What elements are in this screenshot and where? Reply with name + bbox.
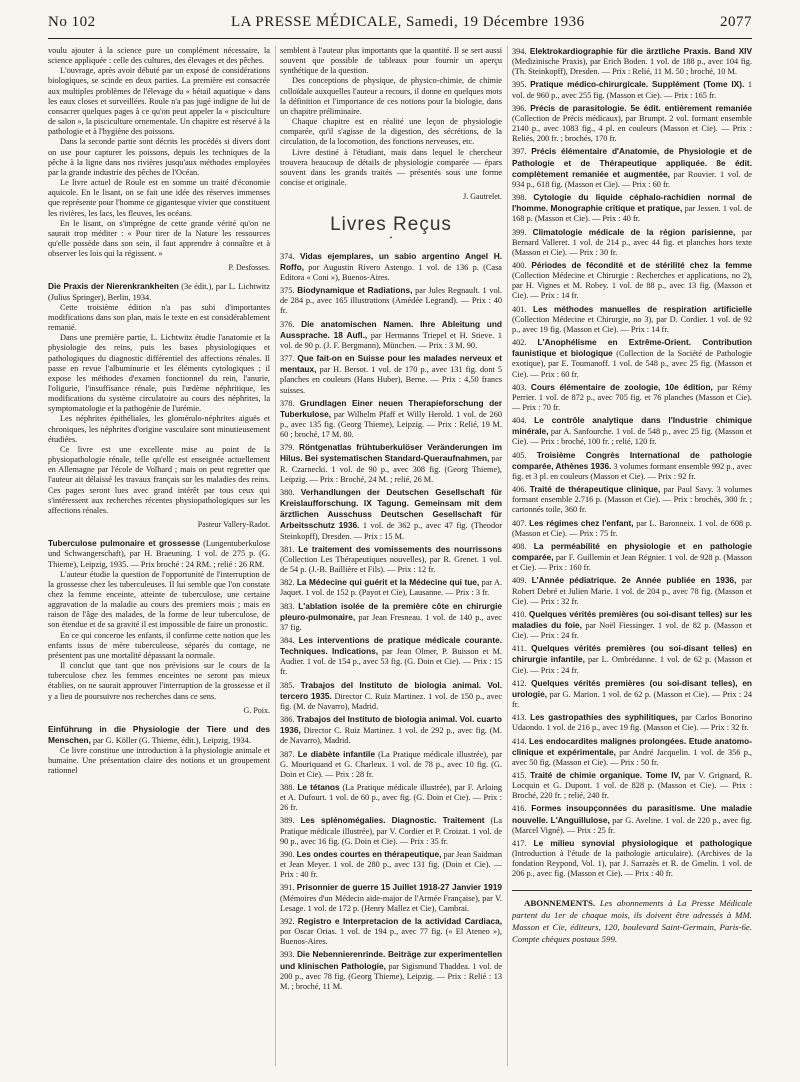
- book-details: par Robert Debré et Julien Marie. 1 vol. de 204 p., avec 78 fig. (Masson et Cie). — Prix : 32 fr.: [512, 576, 752, 606]
- paragraph: En le lisant, on s'imprègne de cette grande vérité qu'on ne saurait trop méditer : « Pour tirer de la Nature les ressources qu'elle possède dans son sein, il faut apprendre à connaître et à observer les lois qui la régissent. »: [48, 218, 270, 259]
- ornament-dot-icon: •: [389, 233, 393, 242]
- review-heading: [48, 724, 270, 746]
- book-title: Elektrokardiographie für die ärztliche Praxis. Band XIV: [529, 46, 752, 56]
- book-title: L'Année pédiatrique. 2e Année publiée en 1936,: [531, 575, 737, 586]
- book-title: Les ondes courtes en thérapeutique,: [296, 848, 442, 859]
- book-title: Biodynamique et Radiations,: [297, 285, 413, 296]
- paragraph: Ce livre est une excellente mise au point de la physiopathologie rénale, telle qu'elle est enseignée actuellement en Allemagne par l'école de Volhard ; mais on peut regretter que l'auteur ait délaissé les travaux français sur les maladies des reins. Ces pages seront lues avec grand intérêt par tous ceux qui s'intéressent aux recherches récentes physiopathologiques sur les affections rénales.: [48, 444, 270, 515]
- book-entry: [280, 285, 502, 316]
- book-entry: [280, 601, 502, 633]
- book-entry: [280, 815, 502, 846]
- section-divider: [512, 890, 752, 891]
- review-meta: (3e édit.), par L. Lichtwitz (Julius Springer), Berlin, 1934.: [48, 282, 270, 302]
- book-entry: [280, 849, 502, 880]
- book-entry: [280, 251, 502, 283]
- book-number: 410.: [512, 609, 527, 619]
- book-number: 387.: [280, 749, 295, 759]
- book-title: L'Anophélisme en Extrême-Orient. Contribution faunistique et biologique: [512, 337, 752, 359]
- signature: G. Poix.: [243, 705, 270, 715]
- book-entry: [280, 398, 502, 441]
- book-entry: [512, 146, 752, 190]
- header-rule: [48, 38, 752, 39]
- book-title: Registro e Interpretacion de la actividad Cardiaca,: [297, 915, 502, 926]
- book-entry: [512, 260, 752, 302]
- paragraph: Dans la seconde partie sont décrits les procédés si divers dont on use pour capturer les poissons, depuis les techniques de la pêche à la ligne dans nos rivières jusqu'aux méthodes employées par la grande industrie des pêches de l'Océan.: [48, 137, 270, 177]
- signature: J. Gautrelet.: [463, 192, 502, 202]
- book-entry: [280, 916, 502, 947]
- book-details: (Medizinische Praxis), par Erich Boden. 1 vol. de 188 p., avec 104 fig. (Th. Steinkopff), Dresden. — Prix : Relié, 11 M. 50 ; broché, 10 M.: [512, 57, 752, 77]
- column-divider-1: [275, 46, 276, 1066]
- book-details: par André Jacquelin. 1 vol. de 356 p., avec 50 fig. (Masson et Cie). — Prix : 50 fr.: [512, 747, 752, 767]
- book-entry: [512, 484, 752, 515]
- paragraph: voulu ajouter à la science pure un complément nécessaire, la science appliquée : celle des cultures, des élevages et des pêches.: [48, 46, 270, 66]
- book-number: 391.: [280, 883, 295, 893]
- book-title: Trabajos del Instituto de biologia animal. Vol. tercero 1935.: [280, 679, 502, 701]
- book-entry: [280, 544, 502, 575]
- book-title: Quelques vérités premières (ou soi-disant telles) en chirurgie infantile,: [512, 643, 752, 665]
- book-title: Le contrôle analytique dans l'Industrie chimique minérale,: [512, 415, 752, 437]
- book-number: 411.: [512, 644, 527, 654]
- book-entry: [512, 79, 752, 100]
- book-title: Grundlagen Einer neuen Therapieforschung der Tuberkulose,: [280, 397, 502, 419]
- book-entry: [280, 949, 502, 992]
- book-number: 409.: [512, 576, 527, 586]
- book-details: par F. Guillemin et Jean Régnier. 1 vol. de 928 p. (Masson et Cie). — Prix : 160 fr.: [512, 553, 752, 573]
- book-title: Climatologie médicale de la région parisienne,: [532, 226, 736, 237]
- paragraph: Il conclut que tant que nos prévisions sur le cours de la tuberculose chez les femmes enceintes ne seront pas mieux établies, on ne saurait approuver l'interruption de la grossesse et il y a lieu de poursuivre nos recherches dans ce sens.: [48, 661, 270, 701]
- book-number: 394.: [512, 47, 527, 56]
- paragraph: L'auteur étudie la question de l'opportunité de l'interruption de la grossesse chez les tuberculeuses. Il lui semble que l'on constate chez la femme enceinte, atteinte de tuberculose, une certaine aggravation de la maladie au cours des premiers mois ; mais en raison de l'âge des malades, de la forme de leur tuberculose, de son étendue et de sa gravité il est impossible de faire un pronostic.: [48, 569, 270, 630]
- book-title: Que fait-on en Suisse pour les malades nerveux et mentaux,: [280, 353, 502, 375]
- book-details: par Rouvier. 1 vol. de 934 p., 618 fig. (Masson et Cie). — Prix : 60 fr.: [512, 169, 752, 189]
- review-heading: [48, 281, 270, 302]
- book-number: 403.: [512, 382, 527, 392]
- book-number: 383.: [280, 601, 295, 611]
- book-entry: [512, 541, 752, 573]
- book-number: 406.: [512, 485, 527, 495]
- book-entry: [280, 782, 502, 813]
- book-number: 417.: [512, 838, 527, 848]
- book-details: par Carlos Bonorino Udaondo. 1 vol. de 216 p., avec 19 fig. (Masson et Cie). — Prix : 32 fr.: [512, 713, 752, 733]
- book-title: Vidas ejemplares, un sabio argentino Angel H. Roffo,: [280, 250, 502, 272]
- book-title: Röntgenatlas frühtuberkulöser Veränderungen im Hilus. Bei systematischen Standard-Queraufnahmen,: [280, 442, 502, 464]
- book-details: par L. Baronneix. 1 vol. de 608 p. (Masson et Cie). — Prix : 75 fr.: [512, 518, 752, 538]
- book-entry: [280, 882, 502, 913]
- paragraph: Livre destiné à l'étudiant, mais dans lequel le chercheur trouvera beaucoup de détails de physiologie comparée — épars souvent dans les grands traités — présentés sous une forme concise et originale.: [280, 147, 502, 188]
- book-details: Director C. Ruiz Martinez. 1 vol. de 292 p., avec fig. (M. de Navarro), Madrid.: [280, 726, 502, 746]
- book-details: (La Pratique médicale illustrée), par F. Arloing et A. Dufourt. 1 vol. de 60 p., avec fig. (G. Doin et Cie). — Prix : 26 fr.: [280, 783, 502, 813]
- book-entry: [512, 609, 752, 641]
- book-details: (Collection Les Thérapeutiques nouvelles), par R. Grenet. 1 vol. de 54 p. (J.-B. Baillière et Fils). — Prix : 12 fr.: [280, 554, 502, 575]
- book-title: Traité de thérapeutique clinique,: [529, 484, 661, 495]
- book-details: (La Pratique médicale illustrée), par G. Mouriquand et G. Charleux. 1 vol. de 78 p., avec 10 fig. (G. Doin et Cie). — Prix : 28 fr.: [280, 749, 502, 779]
- book-entry: [512, 46, 752, 77]
- book-title: Le traitement des vomissements des nourrissons: [298, 543, 502, 554]
- paragraph: L'ouvrage, après avoir débuté par un exposé de considérations biologiques, se scinde en deux parties. La première est consacrée aux multiples problèmes de l'élevage du « bétail aquatique » dans les eaux closes et surveillées. Roule n'a pas jugé indigne de lui de consacrer quelques pages à ce qu'on peut appeler la « pisciculture de salon », la pisciculture ornementale. Un chapitre est réservé à la pathologie et à l'hygiène des poissons.: [48, 66, 270, 137]
- book-number: 384.: [280, 635, 295, 645]
- book-number: 388.: [280, 783, 295, 792]
- book-title: Les splénomégalies. Diagnostic. Traitement: [300, 815, 485, 826]
- book-details: (Mémoires d'un Médecin aide-major de l'Armée Française), par V. Lesage. 1 vol. de 172 p. (Henry Mallez et Cie), Cambrai.: [280, 893, 502, 913]
- review-title: Die Praxis der Nierenkrankheiten: [48, 281, 179, 292]
- book-details: par Wilhelm Pfaff et Willy Herold. 1 vol. de 260 p., avec 135 fig. (Georg Thieme), Leipzig. — Prix : Relié, 19 M. 60 ; broché, 17 M. 80.: [280, 409, 502, 440]
- book-entry: [512, 304, 752, 335]
- book-number: 379.: [280, 443, 295, 453]
- book-title: Traité de chimie organique. Tome IV,: [530, 770, 681, 780]
- book-entry: [512, 643, 752, 675]
- book-details: (Collection de Précis médicaux), par Brumpt. 2 vol. formant ensemble 2140 p., avec 1083 fig., 4 pl. en couleurs (Masson et Cie). — Prix : Reliés, 200 fr. ; brochés, 170 fr.: [512, 113, 752, 144]
- book-details: par V. Grignard, R. Locquin et G. Dupont. 1 vol. de 828 p. (Masson et Cie). — Prix : Broché, 220 fr. ; relié, 240 fr.: [512, 771, 752, 801]
- paragraph: Le livre actuel de Roule est en somme un traité d'économie aquicole. En le lisant, on se fait une idée des réserves immenses que représente pour l'homme ce gigantesque vivier que constituent les rivières, les lacs, les fleuves, les océans.: [48, 178, 270, 218]
- book-number: 386.: [280, 715, 295, 725]
- paragraph: Des conceptions de physique, de physico-chimie, de chimie colloïdale auxquelles l'auteur a recours, il donne en quelques mots la définition et l'importance de ces notions pour la biologie, dans un chapitre préliminaire.: [280, 76, 502, 116]
- book-title: Précis de parasitologie. 5e édit. entièrement remaniée: [530, 102, 752, 113]
- book-details: Director C. Ruiz Martinez. 1 vol. de 150 p., avec fig. (M. de Navarro), Madrid.: [280, 691, 502, 711]
- book-details: par G. Aveline. 1 vol. de 220 p., avec fig. (Marcel Vigné). — Prix : 25 fr.: [512, 815, 752, 835]
- book-details: par Sigismund Thaddea. 1 vol. de 200 p., avec 78 fig. (Georg Thieme), Leipzig. — Prix : Relié : 13 M. ; broché, 11 M.: [280, 961, 502, 991]
- book-details: (Collection de la Société de Pathologie exotique), par E. Toumanoff. 1 vol. de 548 p., avec 25 fig. (Masson et Cie). — Prix : 60 fr.: [512, 349, 752, 379]
- book-entry: [512, 227, 752, 258]
- book-number: 415.: [512, 771, 527, 780]
- book-details: par L. Ombrédanne. 1 vol. de 62 p. (Masson et Cie). — Prix : 24 fr.: [512, 655, 752, 675]
- book-details: por Oscar Orias. 1 vol. de 194 p., avec 77 fig. (« El Ateneo »), Buenos-Aires.: [280, 927, 502, 947]
- book-entry: [512, 736, 752, 768]
- book-number: 405.: [512, 450, 527, 460]
- column-2: [280, 46, 502, 1076]
- book-details: par A. Sanfourche. 1 vol. de 548 p., avec 25 fig. (Masson et Cie). — Prix : broché, 100 fr. ; relié, 120 fr.: [512, 427, 752, 447]
- book-details: par Jean Fresneau. 1 vol. de 140 p., avec 37 fig.: [280, 612, 502, 632]
- book-number: 377.: [280, 354, 295, 364]
- book-entry: [512, 838, 752, 880]
- paragraph: semblent à l'auteur plus importants que la quantité. Il se sert aussi souvent que possible de tableaux pour fournir un aperçu synthétique de la question.: [280, 46, 502, 76]
- book-details: (Collection Médecine et Chirurgie : Recherches et applications, no 2), par H. Vignes et M. Robey. 1 vol. de 88 p., avec 13 fig. (Masson et Cie). — Prix : 14 fr.: [512, 271, 752, 301]
- book-details: par G. Marion. 1 vol. de 62 p. (Masson et Cie). — Prix : 24 fr.: [512, 689, 752, 710]
- issue-number: No 102: [48, 14, 96, 30]
- book-title: Trabajos del Instituto de biologia animal. Vol. cuarto 1936,: [280, 714, 502, 736]
- column-3: [512, 46, 752, 1076]
- book-entry: [512, 415, 752, 447]
- book-number: 396.: [512, 103, 527, 113]
- book-number: 380.: [280, 487, 295, 497]
- review-title: Einführung in die Physiologie der Tiere und des Menschen,: [48, 723, 270, 745]
- paragraph: Les néphrites épithéliales, les glomérulo-néphrites aiguës et chroniques, les néphrites d'origine vasculaire sont minutieusement étudiées.: [48, 414, 270, 444]
- book-details: par Jules Regnault. 1 vol. de 284 p., avec 165 illustrations (Amédée Legrand). — Prix : 40 fr.: [280, 286, 502, 316]
- book-title: Formes insoupçonnées du parasitisme. Une maladie nouvelle. L'Anguillulose,: [512, 803, 752, 825]
- book-number: 399.: [512, 227, 527, 237]
- book-number: 389.: [280, 816, 295, 826]
- book-details: par Rémy Perrier. 1 vol. de 872 p., avec 705 fig. et 76 planches (Masson et Cie). — Prix : 70 fr.: [512, 382, 752, 412]
- book-details: par Hermanns Triepel et H. Stieve. 1 vol. de 90 p. (J. F. Bergmann), München. — Prix : 3 M. 90.: [280, 330, 502, 350]
- book-entry: [512, 770, 752, 801]
- book-entry: [512, 103, 752, 145]
- book-title: L'ablation isolée de la première côte en chirurgie pleuro-pulmonaire,: [280, 600, 502, 622]
- signature: P. Desfosses.: [228, 263, 270, 273]
- paragraph: En ce qui concerne les enfants, il confirme cette notion que les enfants issus de mère tuberculeuse, séparés du contage, ne présentent pas une mortalité dépassant la normale.: [48, 630, 270, 660]
- book-number: 395.: [512, 80, 527, 90]
- book-title: Les régimes chez l'enfant,: [529, 517, 634, 528]
- book-title: Die anatomischen Namen. Ihre Ableitung und Aussprache. 18 Aufl.,: [280, 318, 502, 340]
- book-title: Troisième Congrès International de pathologie comparée, Athènes 1936.: [512, 449, 752, 471]
- book-number: 392.: [280, 916, 295, 926]
- book-number: 412.: [512, 678, 527, 688]
- book-number: 376.: [280, 319, 295, 329]
- book-details: par Jessen. 1 vol. de 168 p. (Masson et Cie). — Prix : 40 fr.: [512, 204, 752, 224]
- book-number: 401.: [512, 304, 527, 314]
- book-details: par Jean Saidman et Jean Meyer. 1 vol. de 280 p., avec 131 fig. (Doin et Cie). — Prix : 40 fr.: [280, 849, 502, 880]
- journal-title: LA PRESSE MÉDICALE, Samedi, 19 Décembre 1936: [230, 14, 585, 30]
- book-entry: [512, 575, 752, 606]
- subscription-text: Les abonnements à La Presse Médicale partent du 1er de chaque mois, ils doivent être adressés à MM. Masson et Cie, éditeurs, 120, boulevard Saint-Germain, Paris-6e. Compte chèques postaux 599.: [512, 897, 752, 944]
- book-details: par R. Czarnecki. 1 vol. de 90 p., avec 308 fig. (Georg Thieme), Leipzig. — Prix : Broché, 24 M. ; relié, 26 M.: [280, 454, 502, 484]
- book-number: 407.: [512, 518, 527, 528]
- book-title: Précis élémentaire d'Anatomie, de Physiologie et de Pathologie et de Thérapeutique appliquée. 8e édit. complètement remaniée et augmentée,: [512, 146, 752, 179]
- book-title: Cours élémentaire de zoologie, 10e édition,: [530, 381, 713, 392]
- book-details: (La Pratique médicale illustrée), par V. Cordier et P. Croizat. 1 vol. de 90 p., avec 16 fig. (G. Doin et Cie). — Prix : 35 fr.: [280, 816, 502, 846]
- book-number: 416.: [512, 804, 527, 814]
- subscription-label: ABONNEMENTS.: [524, 897, 596, 908]
- signature: Pasteur Vallery-Radot.: [197, 520, 270, 530]
- book-number: 375.: [280, 286, 295, 296]
- book-number: 414.: [512, 736, 527, 746]
- paragraph: Dans une première partie, L. Lichtwitz étudie l'anatomie et la physiologie des reins, puis les bases physiologiques et pathologiques du diagnostic différentiel des affections rénales. Il passe en revue l'albuminurie et les éléments cytologiques ; il expose les méthodes d'examen fonctionnel du rein, l'anurie, l'oligurie, l'insuffisance rénale, puis l'œdème néphritique, les modifications du système circulatoire au cours des néphrites, la symptomatologie et la pathogénie de l'urémie.: [48, 333, 270, 414]
- book-details: par Paul Savy. 3 volumes formant ensemble 2.716 p. (Masson et Cie). — Prix : brochés, 300 fr. ; cartonnés toile, 360 fr.: [512, 485, 752, 515]
- book-entry: [512, 382, 752, 413]
- book-number: 385.: [280, 680, 295, 690]
- column-divider-2: [507, 46, 508, 1066]
- book-number: 397.: [512, 147, 527, 157]
- book-entry: [280, 319, 502, 351]
- book-title: Cytologie du liquide céphalo-rachidien normal de l'homme. Monographie critique et pratique,: [512, 192, 752, 214]
- book-number: 400.: [512, 260, 527, 270]
- book-number: 402.: [512, 338, 527, 348]
- book-title: Prisonnier de guerre 15 Juillet 1918-27 Janvier 1919: [296, 882, 502, 893]
- review-meta: par G. Köller (G. Thieme, édit.), Leipzig, 1934.: [92, 736, 251, 745]
- book-title: Périodes de fécondité et de stérilité chez la femme: [531, 259, 752, 270]
- book-title: La perméabilité en physiologie et en pathologie comparée,: [512, 540, 752, 563]
- section-heading: Livres Reçus: [330, 214, 452, 236]
- page-number: 2077: [719, 14, 752, 30]
- book-number: 398.: [512, 193, 527, 203]
- book-title: Quelques vérités premières (ou soi-disant telles) sur les maladies du foie,: [512, 608, 752, 630]
- book-number: 413.: [512, 713, 527, 723]
- book-entry: [280, 353, 502, 396]
- book-entry: [280, 749, 502, 780]
- book-entry: [512, 712, 752, 733]
- book-details: (Introduction à l'étude de la pathologie articulaire). (Archives de la fondation Reypond, Vol. 1), par J. Sarrazès et R. de Gmelin. 1 vol. de 206 p., avec fig. (Masson et Cie). — Prix : 40 fr.: [512, 849, 752, 879]
- book-entry: [280, 442, 502, 485]
- book-entry: [280, 680, 502, 712]
- book-title: Le tétanos: [297, 782, 340, 792]
- book-entry: [512, 518, 752, 539]
- book-details: 1 vol. de 960 p., avec 255 fig. (Masson et Cie). — Prix : 165 fr.: [512, 80, 752, 100]
- book-number: 408.: [512, 541, 527, 551]
- paragraph: Ce livre constitue une introduction à la physiologie animale et humaine. Une présentation claire des notions et un groupement rationnel: [48, 746, 270, 776]
- review-heading: [48, 538, 270, 569]
- book-title: Les interventions de pratique médicale courante. Techniques. Indications,: [280, 634, 502, 657]
- book-entry: [280, 487, 502, 542]
- book-title: Les endocardites malignes prolongées. Etude anatomo-clinique et expérimentale,: [512, 735, 752, 757]
- book-number: 378.: [280, 398, 295, 408]
- book-entry: [512, 192, 752, 224]
- book-details: par H. Bersot. 1 vol. de 170 p., avec 131 fig. dont 5 planches en couleurs (Hans Huber), Berne. — Prix : 4,50 francs suisses.: [280, 365, 502, 395]
- book-number: 393.: [280, 950, 295, 960]
- paragraph: Cette troisième édition n'a pas subi d'importantes modifications dans son plan, mais le texte en est considérablement remanié.: [48, 302, 270, 333]
- book-details: par Bernard Valleret. 1 vol. de 214 p., avec 44 fig. et planches hors texte (Masson et Cie). — Prix : 30 fr.: [512, 227, 752, 257]
- page-header: [48, 14, 752, 36]
- book-entry: [280, 635, 502, 678]
- book-title: Le diabète infantile: [297, 748, 375, 759]
- book-number: 390.: [280, 849, 295, 859]
- book-entry: [512, 450, 752, 482]
- book-entry: [280, 577, 502, 598]
- column-1: [48, 46, 270, 1076]
- review-meta: (Lungentuberkulose und Schwangerschaft), par H. Braeuning. 1 vol. de 275 p. (G. Thieme), Leipzig, 1935. — Prix broché : 24 RM. ; relié : 26 RM.: [48, 539, 270, 569]
- book-title: Pratique médico-chirurgicale. Supplément (Tome IX).: [530, 79, 745, 90]
- books-received-list: [280, 251, 502, 992]
- book-entry: [512, 337, 752, 380]
- book-title: Quelques vérités premières (ou soi-disant telles), en urologie,: [512, 677, 752, 699]
- book-title: Verhandlungen der Deutschen Gesellschaft für Kreislaufforschung. IX Tagung. Gemeinsam mit dem ärztlichen Ausschuss Deutschen Gesellschaft für Arbeitsschutz 1936.: [280, 486, 502, 531]
- book-entry: [512, 803, 752, 835]
- book-details: par A. Jaquet. 1 vol. de 152 p. (Payot et Cie), Lausanne. — Prix : 3 fr.: [280, 578, 502, 598]
- books-received-list: [512, 46, 752, 880]
- book-details: (Collection Médecine et Chirurgie, no 3), par D. Cordier. 1 vol. de 92 p., avec 19 fig. (Masson et Cie). — Prix : 14 fr.: [512, 314, 752, 334]
- book-number: 382.: [280, 578, 295, 588]
- book-details: par Jean Olmer, P. Buisson et M. Audier. 1 vol. de 154 p., avec 53 fig. (G. Doin et Cie). — Prix : 15 fr.: [280, 647, 502, 677]
- book-number: 404.: [512, 416, 527, 426]
- book-details: por Augustin Rivero Astengo. 1 vol. de 136 p. (Casa Editora « Coni »), Buenos-Aires.: [280, 262, 502, 282]
- paragraph: Chaque chapitre est en réalité une leçon de physiologie comparée, qu'il s'agisse de la digestion, des sécrétions, de la circulation, de la locomotion, des fonctions nerveuses, etc.: [280, 117, 502, 147]
- book-entry: [280, 714, 502, 746]
- book-title: La Médecine qui guérit et la Médecine qui tue,: [296, 577, 480, 588]
- book-title: Les gastropathies des syphilitiques,: [530, 712, 678, 723]
- book-title: Le milieu synovial physiologique et pathologique: [533, 837, 752, 848]
- book-number: 374.: [280, 251, 295, 261]
- book-title: Die Nebennierenrinde. Beiträge zur experimentellen und klinischen Pathologie,: [280, 949, 502, 971]
- book-title: Les méthodes manuelles de respiration artificielle: [533, 303, 752, 314]
- book-details: par Noël Fiessinger. 1 vol. de 82 p. (Masson et Cie). — Prix : 24 fr.: [512, 620, 752, 641]
- book-details: 3 volumes formant ensemble 992 p., avec fig. et 3 pl. en couleurs (Masson et Cie). — Prix : 92 fr.: [512, 461, 752, 481]
- book-details: 1 vol. de 362 p., avec 47 fig. (Theodor Steinkopff), Dresden. — Prix : 15 M.: [280, 521, 502, 541]
- review-title: Tuberculose pulmonaire et grossesse: [48, 538, 201, 549]
- subscription-notice: [512, 897, 752, 945]
- book-entry: [512, 678, 752, 710]
- book-number: 381.: [280, 544, 295, 554]
